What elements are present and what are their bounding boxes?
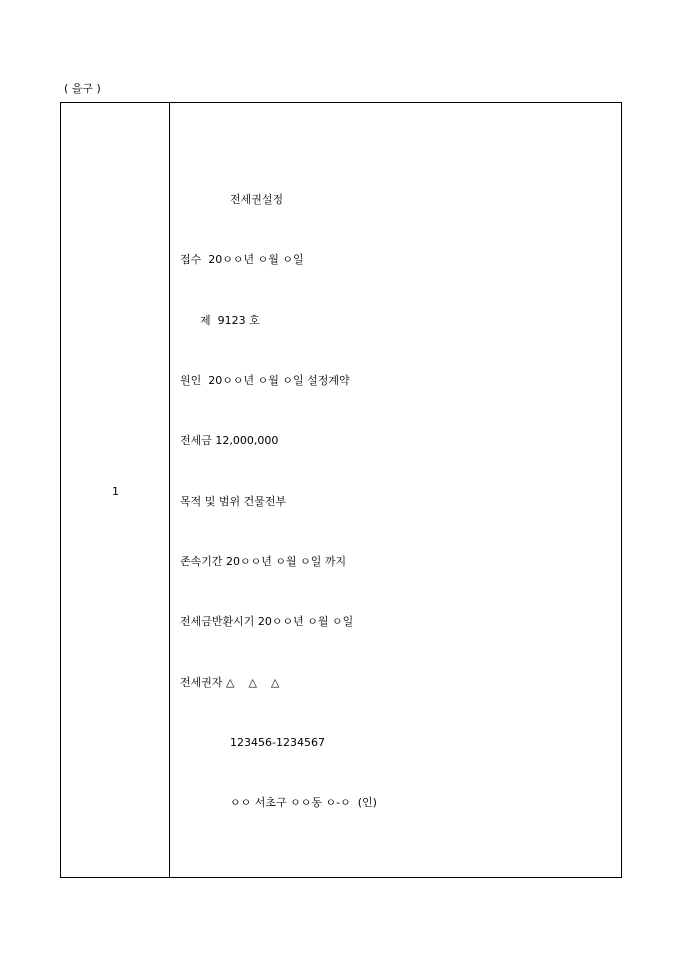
entry-purpose-scope: 목적 및 범위 건물전부 [180, 495, 287, 508]
entry-holder-address: ㅇㅇ 서초구 ㅇㅇ동 ㅇ-ㅇ (인) [230, 796, 377, 809]
section-label: ( 을구 ) [64, 82, 101, 95]
entry-receipt-number: 제 9123 호 [200, 314, 260, 327]
rank-number-cell [61, 103, 169, 877]
entry-holder: 전세권자 △ △ △ [180, 676, 280, 689]
entry-receipt-date: 접수 20ㅇㅇ년 ㅇ월 ㅇ일 [180, 253, 304, 266]
column-divider [169, 103, 170, 877]
registry-table [60, 102, 622, 878]
entry-return-date: 전세금반환시기 20ㅇㅇ년 ㅇ월 ㅇ일 [180, 615, 354, 628]
entry-cause: 원인 20ㅇㅇ년 ㅇ월 ㅇ일 설정계약 [180, 374, 350, 387]
entry-deposit-amount: 전세금 12,000,000 [180, 434, 279, 447]
entry-holder-id: 123456-1234567 [230, 736, 325, 749]
entry-duration: 존속기간 20ㅇㅇ년 ㅇ월 ㅇ일 까지 [180, 555, 347, 568]
rank-number: 1 [112, 485, 119, 498]
entry-title: 전세권설정 [230, 193, 284, 206]
